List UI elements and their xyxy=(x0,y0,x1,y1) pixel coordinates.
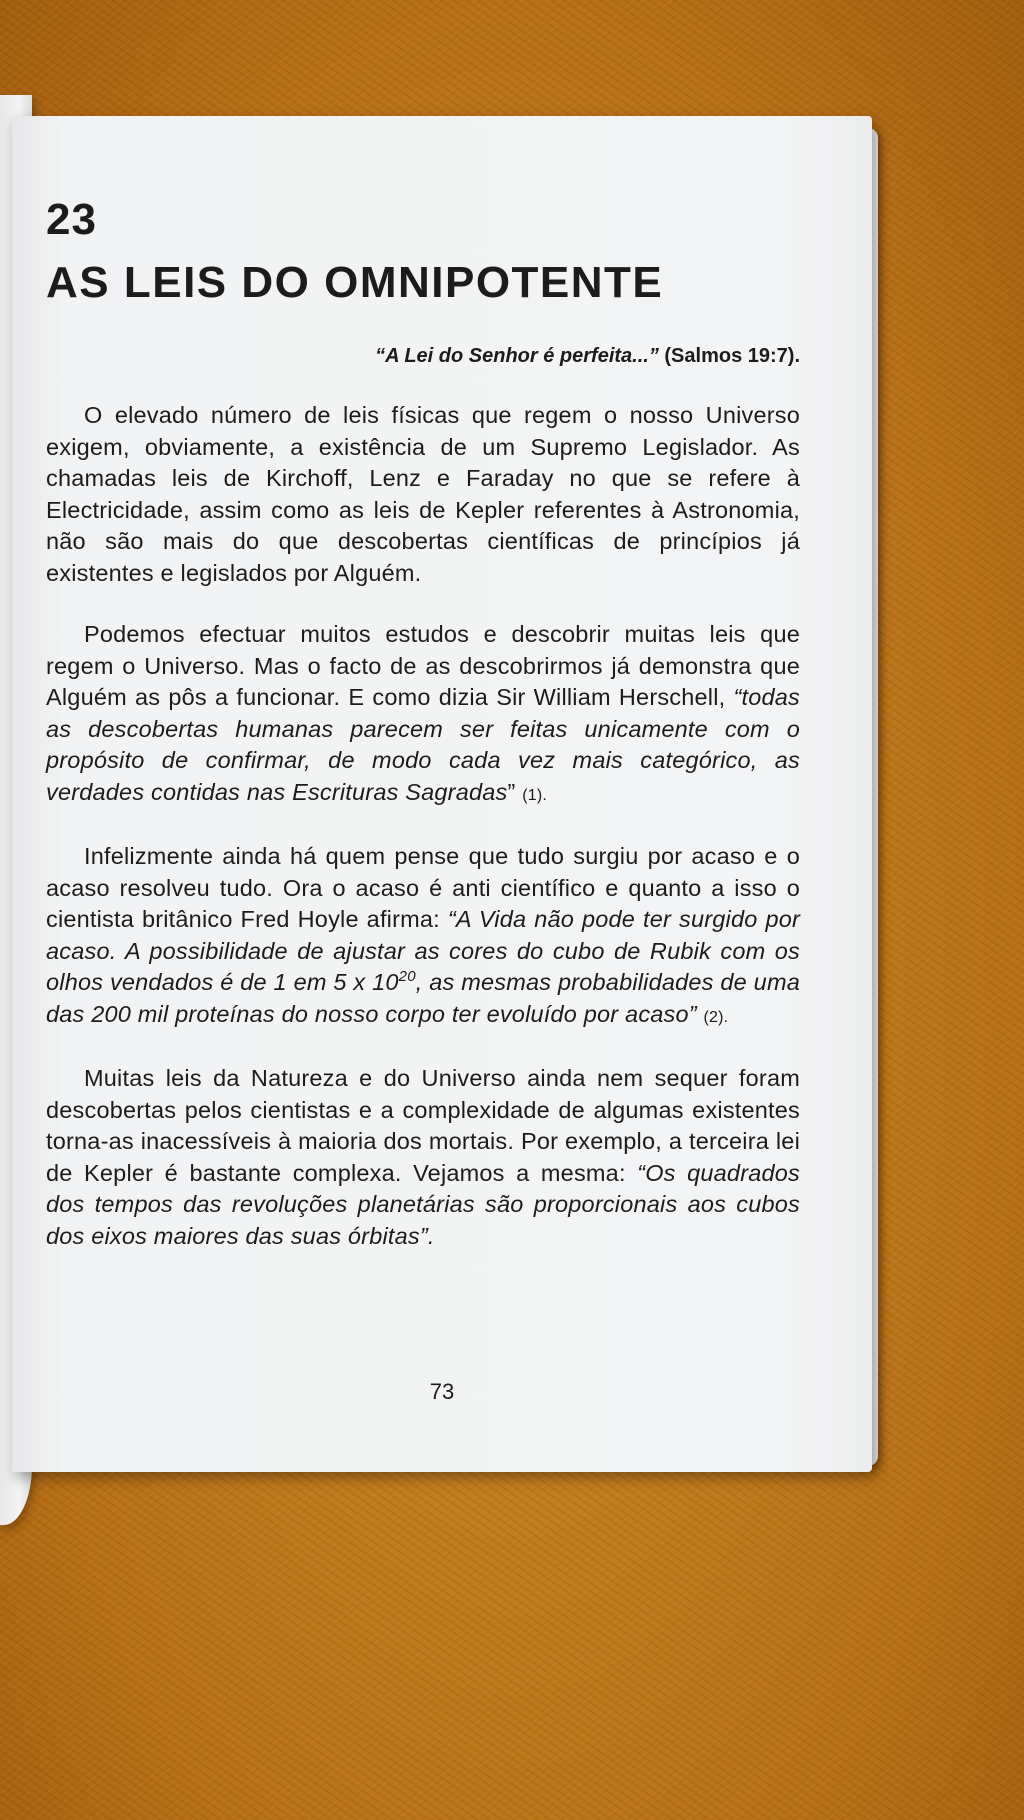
footnote-ref-1: (1). xyxy=(522,786,548,804)
paragraph-2-quote-close: ” xyxy=(507,778,516,805)
paragraph-4-text: Muitas leis da Natureza e do Universo ainda nem sequer foram descobertas pelos cientistas e a complexidade de algumas existentes torna-as inacessíveis à maioria dos mortais. Por exemplo, a terceira lei de Kepler é bastante complexa. Vejamos a mesma: xyxy=(46,1065,800,1186)
exponent: 20 xyxy=(398,968,416,986)
epigraph-reference: (Salmos 19:7). xyxy=(664,345,800,367)
page-content xyxy=(46,196,800,1252)
paragraph-4 xyxy=(46,1063,800,1252)
paragraph-1-text: O elevado número de leis físicas que regem o nosso Universo exigem, obviamente, a existência de um Supremo Legislador. As chamadas leis de Kirchoff, Lenz e Faraday no que se refere à Electricidade, assim como as leis de Kepler referentes à Astronomia, não são mais do que descobertas científicas de princípios já existentes e legislados por Alguém. xyxy=(46,402,800,586)
paragraph-3-text: Infelizmente ainda há quem pense que tudo surgiu por acaso e o acaso resolveu tudo. Ora o acaso é anti científico e quanto a isso o cientista britânico Fred Hoyle afirma: xyxy=(46,843,800,932)
paragraph-3 xyxy=(46,841,800,1033)
epigraph xyxy=(46,342,800,370)
paragraph-2 xyxy=(46,619,800,811)
paragraph-1 xyxy=(46,400,800,589)
footnote-ref-2: (2). xyxy=(703,1008,729,1026)
chapter-title: AS LEIS DO OMNIPOTENTE xyxy=(46,258,664,307)
paragraph-4-quote: “Os quadrados dos tempos das revoluções planetárias são proporcionais aos cubos dos eixos maiores das suas órbitas”. xyxy=(46,1159,800,1249)
epigraph-quote: “A Lei do Senhor é perfeita...” xyxy=(375,345,659,367)
paragraph-2-quote: “todas as descobertas humanas parecem ser feitas unicamente com o propósito de confirmar, de modo cada vez mais categórico, as verdades contidas nas Escrituras Sagradas xyxy=(46,684,800,805)
paragraph-2-text: Podemos efectuar muitos estudos e descobrir muitas leis que regem o Universo. Mas o facto de as descobrirmos já demonstra que Alguém as pôs a funcionar. E como dizia Sir William Herschell, xyxy=(46,621,800,710)
page-number: 73 xyxy=(429,1379,455,1404)
paragraph-3-quote-a: “A Vida não pode ter surgido por acaso. A possibilidade de ajustar as cores do cubo de Rubik com os olhos vendados é de 1 em 5 x 10 xyxy=(46,906,801,995)
book-page xyxy=(12,116,872,1472)
paragraph-3-quote-b: , as mesmas probabilidades de uma das 200 mil proteínas do nosso corpo ter evoluído por acaso” xyxy=(46,969,800,1027)
chapter-number: 23 xyxy=(46,195,97,244)
